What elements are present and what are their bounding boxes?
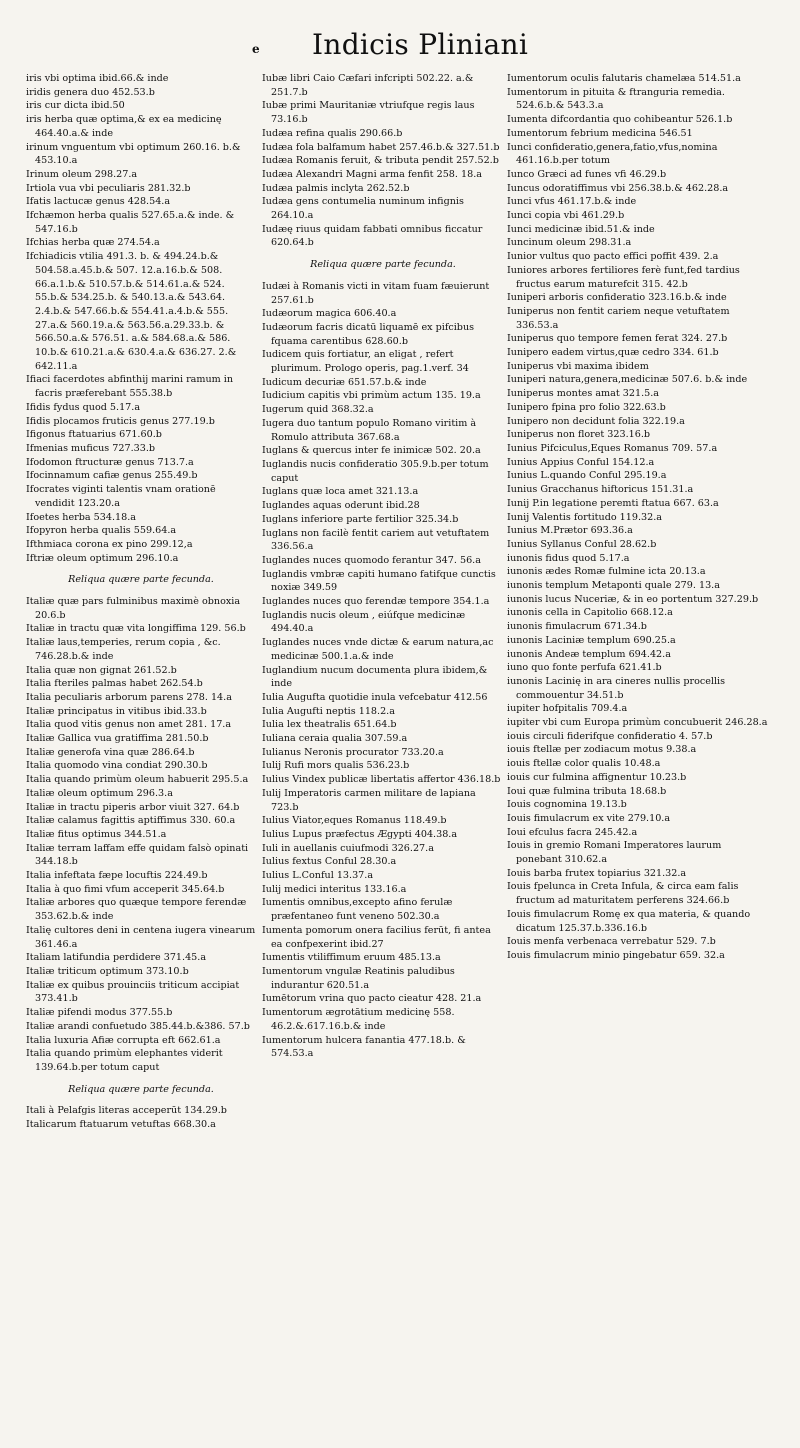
index-entry: Iumentorum vngulæ Reatinis paludibus indurantur 620.51.a [262, 966, 455, 991]
index-entry: Ioui quæ fulmina tributa 18.68.b [507, 785, 667, 797]
index-entry: Iuglandis vmbræ capiti humano fatifque cunctis noxiæ 349.59 [262, 568, 496, 594]
index-entry: Iudæa palmis inclyta 262.52.b [262, 182, 410, 194]
index-entry: Ifthmiaca corona ex pino 299.12,a [26, 538, 193, 550]
index-entry: iouis circuli fiderifque confideratio 4. 57.b [507, 730, 713, 742]
index-entry: Iugerum quid 368.32.a [262, 404, 374, 416]
index-entry: Ifidis fydus quod 5.17.a [26, 401, 141, 413]
page-title: Indicis Pliniani [312, 28, 529, 61]
index-entry: Iumentorum oculis falutaris chamelæa 514.51.a [507, 73, 741, 84]
index-entry: Iuniperus non fentit cariem neque vetuftatem 336.53.a [507, 305, 730, 331]
index-entry: Iuliana ceraia qualia 307.59.a [262, 733, 408, 745]
index-entry: Iunius Gracchanus hiftoricus 151.31.a [507, 484, 694, 496]
index-entry: Irinum oleum 298.27.a [26, 168, 138, 180]
running-head [0, 28, 800, 72]
index-entry: Italiæ in tractu quæ vita longiffima 129. 56.b [26, 623, 246, 635]
index-entry: Iulia Augufti neptis 118.2.a [262, 705, 395, 717]
index-entry: Iunius Appius Conful 154.12.a [507, 456, 655, 468]
index-entry: Iunius M.Prætor 693.36.a [507, 525, 633, 537]
index-entry: Iuniperus vbi maxima ibidem [507, 360, 649, 372]
index-entry: Iunius L.quando Conful 295.19.a [507, 470, 667, 482]
index-entry: iunonis fimulacrum 671.34.b [507, 621, 647, 633]
index-entry: Iudicium capitis vbi primùm actum 135. 19.a [262, 390, 481, 402]
index-entry: Iugera duo tantum populo Romano viritim à Romulo attributa 367.68.a [262, 417, 477, 443]
index-column-1 [26, 72, 256, 1440]
index-entry: Iuniperi natura,genera,medicinæ 507.6. b.& inde [507, 374, 748, 386]
index-entry: Italia peculiaris arborum parens 278. 14.a [26, 691, 232, 703]
index-entry: Iumentorum in pituita & ftranguria remedia. 524.6.b.& 543.3.a [507, 86, 725, 112]
index-entry: Iunco Græci ad funes vfi 46.29.b [507, 168, 667, 180]
section-note: Reliqua quære parte fecunda. [68, 574, 214, 586]
index-entry: irinum vnguentum vbi optimum 260.16. b.& 453.10.a [26, 141, 241, 167]
index-entry: Iunij P.in legatione peremti ftatua 667. 63.a [507, 497, 719, 509]
index-entry: Iuglans quæ loca amet 321.13.a [262, 486, 419, 498]
index-entry: Italiæ arbores quo quæque tempore ferendæ 353.62.b.& inde [26, 897, 247, 923]
index-entry: Iudæa Alexandri Magni arma fenfit 258. 18.a [262, 168, 482, 180]
index-entry: Ifodomon ftructuræ genus 713.7.a [26, 456, 194, 468]
index-entry: Iunci copia vbi 461.29.b [507, 210, 625, 222]
index-entry: Iuglandes nuces quomodo ferantur 347. 56.a [262, 554, 481, 566]
index-entry: Iunipero non decidunt folia 322.19.a [507, 415, 685, 427]
index-entry: Iunci vfus 461.17.b.& inde [507, 196, 637, 208]
index-entry: Itali à Pelafgis literas acceperūt 134.29.b [26, 1105, 227, 1117]
index-column-2 [262, 72, 504, 1440]
index-entry: Ifoetes herba 534.18.a [26, 511, 136, 523]
index-entry: Ifchiadicis vtilia 491.3. b. & 494.24.b.& 504.58.a.45.b.& 507. 12.a.16.b.& 508. 66.a.1.b.& 510.57.b.& 514.61.a.& 524. 55.b.& 534.25.b. & 540.13.a.& 543.64. 2.4.b.& 547.66.b.& 554.41.a.4.b.& 555. 27.a.& 560.19.a.& 563.56.a.29.33.b. & 566.50.a.& 576.51. a.& 584.68.a.& 586. 10.b.& 610.21.a.& 630.4.a.& 636.27. 2.& 642.11.a [26, 251, 237, 372]
index-entry: Iulij Rufi mors qualis 536.23.b [262, 760, 410, 772]
index-entry: Italiæ in tractu piperis arbor viuit 327. 64.b [26, 801, 240, 813]
index-entry: Iudicum decuriæ 651.57.b.& inde [262, 376, 427, 388]
index-entry: Iubæ primi Mauritaniæ vtriufque regis laus 73.16.b [262, 100, 475, 126]
index-entry: Iunij Valentis fortitudo 119.32.a [507, 511, 663, 523]
index-entry: Iulij medici interitus 133.16.a [262, 883, 407, 895]
index-entry: Ioui efculus facra 245.42.a [507, 826, 638, 838]
index-entry: Italiæ principatus in vitibus ibid.33.b [26, 705, 207, 717]
index-entry: Iuglandium nucum documenta plura ibidem,& inde [262, 664, 488, 690]
index-entry: Iuli in auellanis cuiufmodi 326.27.a [262, 842, 434, 854]
index-entry: Iuglandes aquas oderunt ibid.28 [262, 500, 420, 512]
index-entry: iris herba quæ optima,& ex ea medicinę 464.40.a.& inde [26, 114, 222, 139]
index-entry: iunonis Lacinię in ara cineres nullis procellis commouentur 34.51.b [507, 675, 726, 701]
index-entry: Italiæ arandi confuetudo 385.44.b.&386. 57.b [26, 1020, 250, 1032]
index-entry: Iudæi à Romanis victi in vitam fuam fæuierunt 257.61.b [262, 280, 490, 306]
index-entry: Italiæ ex quibus prouinciis triticum accipiat 373.41.b [26, 979, 240, 1005]
index-entry: Iouis barba frutex topiarius 321.32.a [507, 867, 687, 879]
index-entry: Italia à quo fimi vfum acceperit 345.64.b [26, 883, 225, 895]
index-entry: iris vbi optima ibid.66.& inde [26, 73, 169, 84]
section-note: Reliqua quære parte fecunda. [68, 1083, 214, 1095]
index-entry: Iumenta difcordantia quo cohibeantur 526.1.b [507, 114, 733, 126]
index-entry: Italia infeftata fæpe locuftis 224.49.b [26, 870, 208, 882]
index-entry: Iulianus Neronis procurator 733.20.a [262, 746, 444, 758]
index-entry: Iouis fimulacrum minio pingebatur 659. 32.a [507, 950, 725, 961]
index-entry: Iuniores arbores fertiliores ferè funt,fed tardius fructus earum maturefcit 315. 42.b [507, 264, 740, 290]
index-entry: Iouis fimulacrum ex vite 279.10.a [507, 812, 671, 824]
index-entry: Ifiaci facerdotes abfinthij marini ramum in facris præferebant 555.38.b [26, 374, 234, 400]
index-entry: iridis genera duo 452.53.b [26, 86, 155, 98]
index-entry: Iunipero eadem virtus,quæ cedro 334. 61.b [507, 347, 719, 359]
index-entry: iunonis cella in Capitolio 668.12.a [507, 607, 673, 619]
index-entry: Iudicem quis fortiatur, an eligat , refert plurimum. Prologo operis, pag.1.verf. 34 [262, 349, 469, 375]
index-entry: iunonis Andeæ templum 694.42.a [507, 648, 671, 660]
index-entry: Italiæ pifendi modus 377.55.b [26, 1007, 173, 1019]
index-entry: Iouis in gremio Romani Imperatores laurum ponebant 310.62.a [507, 840, 722, 866]
index-entry: Iumētorum vrina quo pacto cieatur 428. 21.a [262, 993, 482, 1005]
index-entry: Iuniperus non floret 323.16.b [507, 429, 651, 441]
index-entry: Italiæ oleum optimum 296.3.a [26, 787, 173, 799]
index-entry: Iudæa refina qualis 290.66.b [262, 127, 403, 139]
index-entry: Iulius Viator,eques Romanus 118.49.b [262, 815, 447, 827]
index-entry: Ifocrates viginti talentis vnam orationē vendidit 123.20.a [26, 484, 216, 509]
index-entry: Iudæorum magica 606.40.a [262, 308, 397, 320]
index-entry: iouis ftellæ color qualis 10.48.a [507, 758, 661, 770]
index-entry: Iouis cognomina 19.13.b [507, 799, 627, 811]
index-entry: Iuniperus quo tempore femen ferat 324. 27.b [507, 333, 728, 345]
index-entry: Italiam latifundia perdidere 371.45.a [26, 952, 207, 964]
index-entry: iunonis fidus quod 5.17.a [507, 552, 630, 564]
index-entry: Iunius Syllanus Conful 28.62.b [507, 538, 657, 550]
index-entry: Iulius Lupus præfectus Ægypti 404.38.a [262, 828, 458, 840]
index-entry: Iulij Imperatoris carmen militare de lapiana 723.b [262, 787, 476, 813]
index-entry: iupiter vbi cum Europa primùm concubuerit 246.28.a [507, 717, 768, 729]
index-entry: Ifchias herba quæ 274.54.a [26, 237, 160, 249]
index-entry: Irtiola vua vbi peculiaris 281.32.b [26, 182, 191, 194]
index-entry: Iunior vultus quo pacto effici poffit 439. 2.a [507, 251, 719, 263]
index-entry: Iuglans inferiore parte fertilior 325.34.b [262, 513, 459, 525]
header-ornament: e [252, 42, 260, 56]
index-entry: Iunipero fpina pro folio 322.63.b [507, 401, 666, 413]
index-entry: Italiæ Gallica vua gratiffima 281.50.b [26, 733, 209, 745]
index-entry: Iftriæ oleum optimum 296.10.a [26, 552, 179, 564]
index-entry: iunonis Laciniæ templum 690.25.a [507, 634, 676, 646]
index-entry: Iudæa Romanis feruit, & tributa pendit 257.52.b [262, 155, 499, 167]
index-entry: Iumentis vtiliffimum eruum 485.13.a [262, 952, 441, 964]
index-entry: Iulia lex theatralis 651.64.b [262, 719, 397, 731]
index-entry: iunonis templum Metaponti quale 279. 13.a [507, 580, 720, 592]
index-entry: Iouis fpelunca in Creta Infula, & circa eam falis fructum ad maturitatem perferens 324.66.b [507, 881, 739, 907]
index-entry: Italia luxuria Afiæ corrupta eft 662.61.a [26, 1034, 221, 1046]
index-entry: Italię cultores deni in centena iugera vinearum 361.46.a [26, 924, 256, 950]
index-entry: Iulius Vindex publicæ libertatis affertor 436.18.b [262, 774, 501, 786]
index-entry: Iouis menfa verbenaca verrebatur 529. 7.b [507, 936, 716, 948]
index-entry: Italiæ quæ pars fulminibus maximè obnoxia 20.6.b [26, 596, 241, 621]
index-entry: Iuniperi arboris confideratio 323.16.b.& inde [507, 292, 727, 304]
index-entry: iunonis lucus Nuceriæ, & in eo portentum 327.29.b [507, 593, 759, 605]
index-entry: Ifmenias muficus 727.33.b [26, 442, 156, 454]
index-entry: Italiæ fitus optimus 344.51.a [26, 828, 167, 840]
index-entry: Iuglandis nucis confideratio 305.9.b.per totum caput [262, 458, 489, 484]
index-entry: Iuglans & quercus inter fe inimicæ 502. 20.a [262, 445, 481, 457]
index-entry: Italiæ laus,temperies, rerum copia , &c. 746.28.b.& inde [26, 637, 221, 662]
index-entry: Iumentorum ægrotātium medicinę 558. 46.2.&.617.16.b.& inde [262, 1007, 455, 1032]
index-entry: Ifigonus ftatuarius 671.60.b [26, 429, 162, 441]
index-entry: Iuglandes nuces quo ferendæ tempore 354.1.a [262, 596, 490, 608]
index-entry: Iubæ libri Caio Cæfari infcripti 502.22. a.& 251.7.b [262, 73, 474, 98]
index-entry: Iudæa gens contumelia numinum infignis 264.10.a [262, 196, 464, 222]
index-entry: Iuglans non facilè fentit cariem aut vetuftatem 336.56.a [262, 527, 490, 553]
index-entry: Italiæ generofa vina quæ 286.64.b [26, 746, 195, 758]
index-entry: Iulius fextus Conful 28.30.a [262, 856, 397, 868]
index-entry: Iunci medicinæ ibid.51.& inde [507, 223, 655, 235]
index-entry: iouis ftellæ per zodiacum motus 9.38.a [507, 744, 697, 756]
index-entry: Iunius Pifciculus,Eques Romanus 709. 57.a [507, 442, 718, 454]
index-entry: Italia fteriles palmas habet 262.54.b [26, 678, 203, 690]
index-entry: Iudæorum facris dicatū liquamē ex pifcibus fquama carentibus 628.60.b [262, 321, 475, 347]
index-entry: Ifatis lactucæ genus 428.54.a [26, 196, 171, 208]
index-entry: Italicarum ftatuarum vetuftas 668.30.a [26, 1119, 216, 1131]
index-entry: Iumentorum hulcera fanantia 477.18.b. & 574.53.a [262, 1034, 466, 1060]
index-entry: Italia quando primùm elephantes viderit 139.64.b.per totum caput [26, 1048, 223, 1073]
index-entry: Iuncus odoratiffimus vbi 256.38.b.& 462.28.a [507, 182, 729, 194]
index-entry: Iumenta pomorum onera facilius ferūt, fi antea ea confpexerint ibid.27 [262, 924, 491, 950]
section-note: Reliqua quære parte fecunda. [310, 259, 456, 271]
index-entry: iuno quo fonte perfufa 621.41.b [507, 662, 662, 674]
index-entry: Iumentis omnibus,excepto afino ferulæ præfentaneo funt veneno 502.30.a [262, 897, 453, 923]
index-entry: Iuglandis nucis oleum , eiúfque medicinæ 494.40.a [262, 609, 466, 635]
index-entry: iupiter hofpitalis 709.4.a [507, 703, 628, 715]
index-entry: Ifidis plocamos fruticis genus 277.19.b [26, 415, 215, 427]
index-entry: Italia quomodo vina condiat 290.30.b [26, 760, 208, 772]
index-entry: Italiæ calamus fagittis aptiffimus 330. 60.a [26, 815, 236, 827]
index-entry: Ifopyron herba qualis 559.64.a [26, 525, 177, 537]
index-entry: Italiæ triticum optimum 373.10.b [26, 966, 189, 977]
index-entry: Iunci confideratio,genera,fatio,vfus,nomina 461.16.b.per totum [507, 141, 718, 167]
index-entry: Italiæ terram laffam effe quidam falsò opinati 344.18.b [26, 842, 249, 868]
index-column-3 [507, 72, 769, 1440]
index-entry: Italia quando primùm oleum habuerit 295.5.a [26, 774, 249, 786]
index-entry: iunonis ædes Romæ fulmine icta 20.13.a [507, 566, 706, 578]
index-entry: Iumentorum febrium medicina 546.51 [507, 127, 693, 139]
index-entry: Iuncinum oleum 298.31.a [507, 237, 632, 249]
index-entry: Iouis fimulacrum Romę ex qua materia, & quando dicatum 125.37.b.336.16.b [507, 908, 751, 934]
index-entry: Iudæa fola balfamum habet 257.46.b.& 327.51.b [262, 141, 500, 153]
index-entry: Iuniperus montes amat 321.5.a [507, 388, 660, 400]
index-entry: Italia quæ non gignat 261.52.b [26, 664, 177, 676]
index-entry: Ifocinnamum cafiæ genus 255.49.b [26, 470, 198, 482]
index-entry: Iuglandes nuces vnde dictæ & earum natura,ac medicinæ 500.1.a.& inde [262, 637, 494, 662]
index-entry: Iudæę riuus quidam fabbati omnibus ficcatur 620.64.b [262, 223, 483, 249]
index-entry: iouis cur fulmina affignentur 10.23.b [507, 771, 687, 783]
index-entry: iris cur dicta ibid.50 [26, 100, 125, 112]
index-entry: Ifchæmon herba qualis 527.65.a.& inde. & 547.16.b [26, 210, 235, 235]
index-entry: Italia quod vitis genus non amet 281. 17.a [26, 719, 232, 731]
index-entry: Iulius L.Conful 13.37.a [262, 870, 374, 882]
index-entry: Iulia Augufta quotidie inula vefcebatur 412.56 [262, 691, 488, 703]
